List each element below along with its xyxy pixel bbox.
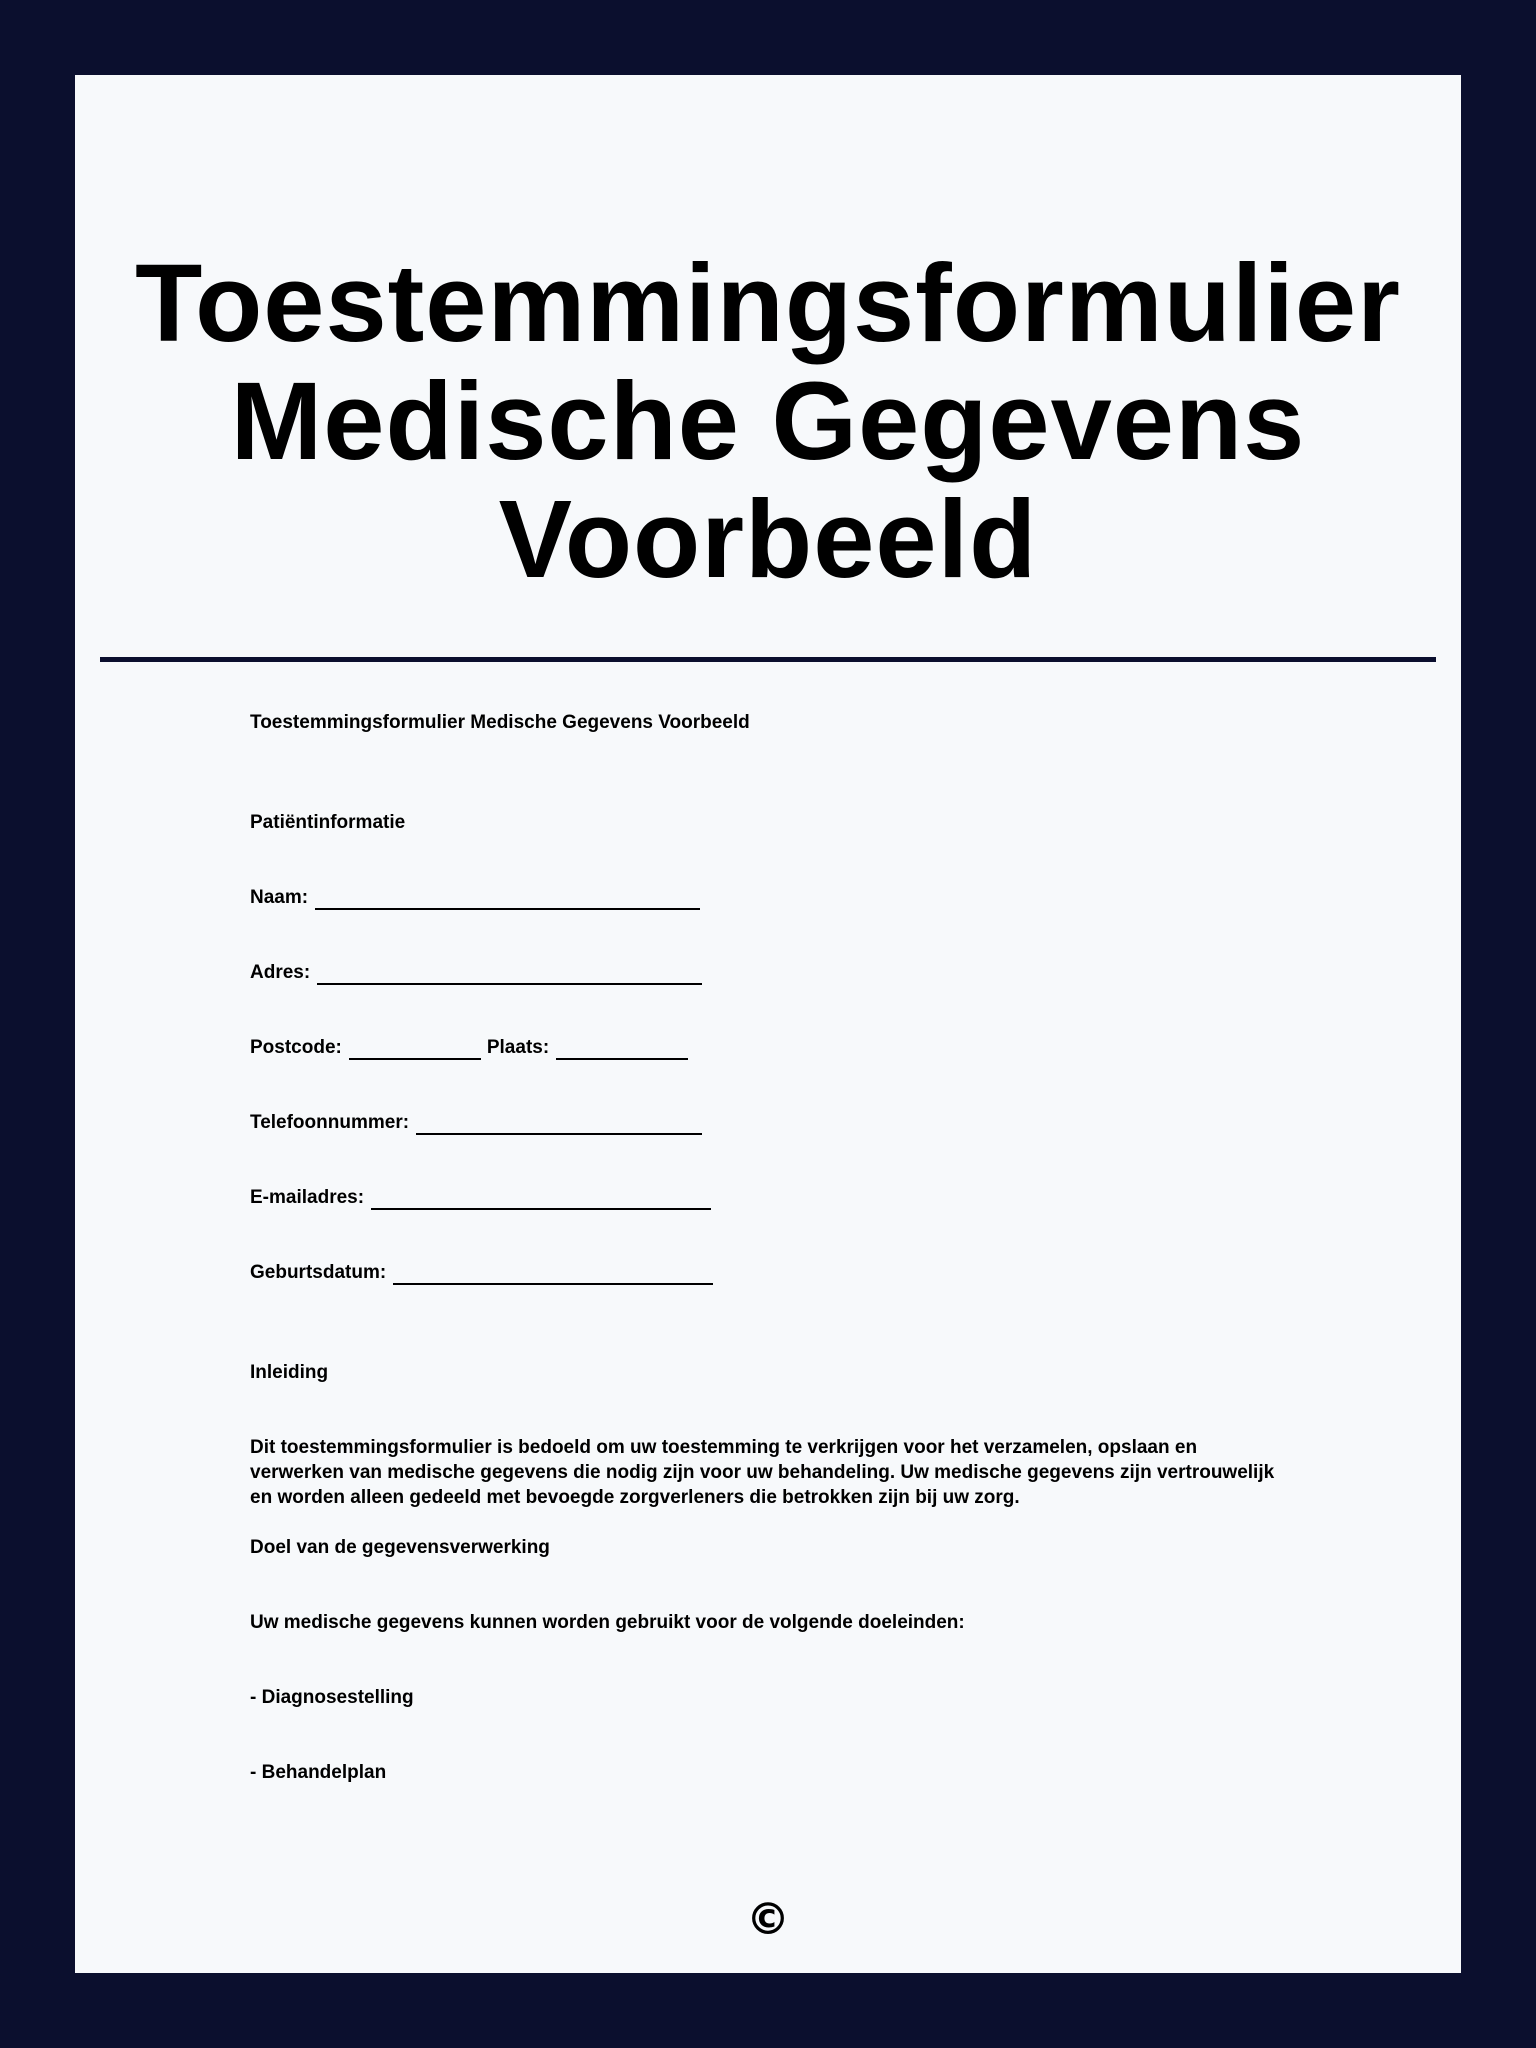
- purpose-item-diagnosis: - Diagnosestelling: [250, 1687, 414, 1708]
- intro-heading: Inleiding: [250, 1362, 329, 1383]
- title-line-1: Toestemmingsformulier: [135, 242, 1401, 365]
- city-label: Plaats:: [486, 1037, 550, 1058]
- name-field: [250, 885, 706, 910]
- email-field: [250, 1185, 717, 1210]
- purpose-item-treatment: - Behandelplan: [250, 1762, 387, 1783]
- postcode-label: Postcode:: [250, 1037, 342, 1058]
- document-page: [75, 75, 1461, 1973]
- address-field: [250, 960, 708, 985]
- purpose-heading: Doel van de gegevensverwerking: [250, 1537, 550, 1558]
- phone-field: [250, 1110, 708, 1135]
- phone-blank-line[interactable]: [416, 1115, 702, 1135]
- name-blank-line[interactable]: [315, 890, 700, 910]
- purpose-intro: Uw medische gegevens kunnen worden gebruikt voor de volgende doeleinden:: [250, 1612, 965, 1633]
- intro-paragraph: Dit toestemmingsformulier is bedoeld om uw toestemming te verkrijgen voor het verzamelen, opslaan en verwerken van medische gegevens die nodig zijn voor uw behandeling. Uw medische gegevens zijn vertrouwelijk en worden alleen gedeeld met bevoegde zorgverleners die betrokken zijn bij uw zorg.: [250, 1437, 1280, 1508]
- email-blank-line[interactable]: [371, 1190, 711, 1210]
- city-blank-line[interactable]: [556, 1040, 688, 1060]
- address-blank-line[interactable]: [317, 965, 702, 985]
- title-line-3: Voorbeeld: [498, 478, 1038, 601]
- title-divider: [100, 657, 1436, 662]
- copyright-icon: ©: [746, 1894, 790, 1945]
- postcode-blank-line[interactable]: [349, 1040, 481, 1060]
- document-title: [75, 242, 1461, 601]
- birthdate-blank-line[interactable]: [393, 1265, 713, 1285]
- email-label: E-mailadres:: [250, 1187, 365, 1208]
- patient-info-heading: Patiëntinformatie: [250, 812, 406, 833]
- postcode-city-field: [250, 1035, 694, 1060]
- title-line-2: Medische Gegevens: [230, 360, 1306, 483]
- birthdate-field: [250, 1260, 719, 1285]
- document-subtitle: Toestemmingsformulier Medische Gegevens Voorbeeld: [250, 712, 750, 733]
- birthdate-label: Geburtsdatum:: [250, 1262, 387, 1283]
- address-label: Adres:: [250, 962, 311, 983]
- phone-label: Telefoonnummer:: [250, 1112, 410, 1133]
- name-label: Naam:: [250, 887, 309, 908]
